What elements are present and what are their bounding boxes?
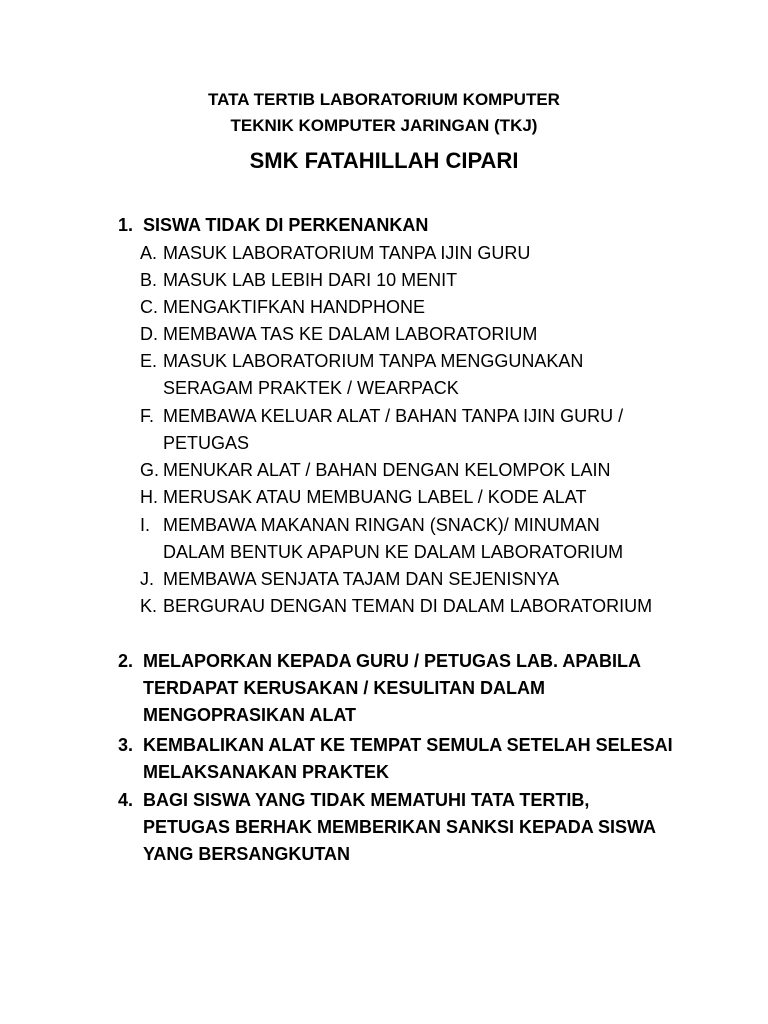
item-letter: E. xyxy=(140,351,158,371)
item-text: MEMBAWA KELUAR ALAT / BAHAN TANPA IJIN GURU / xyxy=(163,406,624,426)
item-text: MASUK LABORATORIUM TANPA MENGGUNAKAN xyxy=(163,351,584,371)
sub-item-d xyxy=(140,321,537,348)
item-letter: I. xyxy=(140,515,151,535)
sub-item-c xyxy=(140,294,425,321)
rule-number: 1. xyxy=(118,215,134,235)
rule-2 xyxy=(118,648,641,729)
item-letter: G. xyxy=(140,460,160,480)
item-letter: K. xyxy=(140,596,158,616)
item-text: MENUKAR ALAT / BAHAN DENGAN KELOMPOK LAIN xyxy=(163,460,611,480)
item-text: MENGAKTIFKAN HANDPHONE xyxy=(163,297,426,317)
item-letter: A. xyxy=(140,243,158,263)
rule-number: 3. xyxy=(118,735,134,755)
item-text: MEMBAWA SENJATA TAJAM DAN SEJENISNYA xyxy=(163,569,560,589)
item-text: MASUK LAB LEBIH DARI 10 MENIT xyxy=(163,270,458,290)
sub-item-f xyxy=(140,403,623,457)
rule-text-continued: MENGOPRASIKAN ALAT xyxy=(143,705,356,725)
rule-3 xyxy=(118,732,673,786)
rule-1 xyxy=(118,212,428,239)
item-letter: H. xyxy=(140,487,158,507)
rule-text-continued: YANG BERSANGKUTAN xyxy=(143,844,351,864)
item-text-continued: PETUGAS xyxy=(163,433,250,453)
sub-item-a xyxy=(140,240,530,267)
rule-text: KEMBALIKAN ALAT KE TEMPAT SEMULA SETELAH SELESAI xyxy=(143,735,673,755)
rule-text-continued: TERDAPAT KERUSAKAN / KESULITAN DALAM xyxy=(143,678,545,698)
title-line-2: TEKNIK KOMPUTER JARINGAN (TKJ) xyxy=(230,116,538,135)
item-letter: J. xyxy=(140,569,155,589)
item-letter: F. xyxy=(140,406,155,426)
item-text: BERGURAU DENGAN TEMAN DI DALAM LABORATORIUM xyxy=(163,596,653,616)
rule-text-continued: PETUGAS BERHAK MEMBERIKAN SANKSI KEPADA SISWA xyxy=(143,817,657,837)
item-text-continued: SERAGAM PRAKTEK / WEARPACK xyxy=(163,378,459,398)
sub-item-j xyxy=(140,566,559,593)
rule-number: 2. xyxy=(118,651,134,671)
title-line-1: TATA TERTIB LABORATORIUM KOMPUTER xyxy=(208,90,560,109)
sub-item-g xyxy=(140,457,610,484)
item-text: MERUSAK ATAU MEMBUANG LABEL / KODE ALAT xyxy=(163,487,587,507)
item-letter: B. xyxy=(140,270,158,290)
sub-item-e xyxy=(140,348,583,402)
item-text-continued: DALAM BENTUK APAPUN KE DALAM LABORATORIUM xyxy=(163,542,624,562)
sub-item-k xyxy=(140,593,652,620)
item-letter: C. xyxy=(140,297,158,317)
item-letter: D. xyxy=(140,324,158,344)
sub-item-h xyxy=(140,484,586,511)
rule-text: SISWA TIDAK DI PERKENANKAN xyxy=(143,215,429,235)
rule-text: MELAPORKAN KEPADA GURU / PETUGAS LAB. APABILA xyxy=(143,651,642,671)
rule-4 xyxy=(118,787,656,868)
school-name: SMK FATAHILLAH CIPARI xyxy=(249,148,519,173)
item-text: MEMBAWA TAS KE DALAM LABORATORIUM xyxy=(163,324,538,344)
rule-number: 4. xyxy=(118,790,134,810)
rule-text-continued: MELAKSANAKAN PRAKTEK xyxy=(143,762,389,782)
sub-item-b xyxy=(140,267,457,294)
item-text: MASUK LABORATORIUM TANPA IJIN GURU xyxy=(163,243,531,263)
item-text: MEMBAWA MAKANAN RINGAN (SNACK)/ MINUMAN xyxy=(163,515,600,535)
sub-item-i xyxy=(140,512,623,566)
rule-text: BAGI SISWA YANG TIDAK MEMATUHI TATA TERTIB, xyxy=(143,790,590,810)
